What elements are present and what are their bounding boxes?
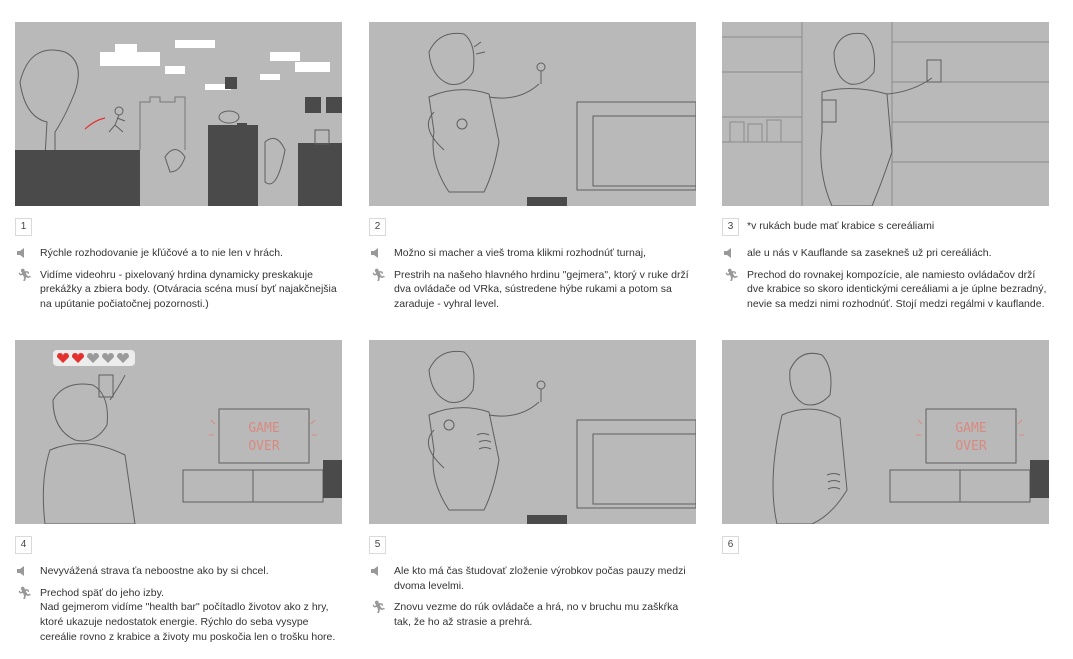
action-text: Prechod späť do jeho izby. Nad gejmerom vidíme "health bar" počítadlo životov ako z hry, ktoré ukazuje nedostatok energie. Rýchlo do seba vysype cereálie rovno z krabice a životy mu poskočia len o trošku hore. bbox=[40, 586, 336, 643]
panel-image-3 bbox=[722, 22, 1049, 206]
storyboard-frame-1 bbox=[15, 22, 342, 322]
running-person-icon: 🏃︎ bbox=[371, 600, 387, 615]
audio-text: Rýchle rozhodovanie je kľúčové a to nie len v hrách. bbox=[40, 247, 283, 259]
speaker-icon bbox=[371, 248, 382, 258]
action-line bbox=[369, 268, 696, 312]
storyboard-frame-3 bbox=[722, 22, 1049, 322]
frame-number: 3 bbox=[722, 218, 739, 236]
game-over-line-1: GAME bbox=[248, 421, 280, 436]
action-line bbox=[15, 268, 342, 312]
running-person-icon: 🏃︎ bbox=[17, 585, 33, 600]
audio-line bbox=[722, 246, 1049, 261]
game-over-line-2: OVER bbox=[955, 439, 987, 454]
storyboard-frame-5 bbox=[369, 340, 696, 659]
frame-number: 1 bbox=[15, 218, 32, 236]
panel-image-4 bbox=[15, 340, 342, 524]
audio-line bbox=[15, 564, 342, 579]
action-text: Znovu vezme do rúk ovládače a hrá, no v bruchu mu zaškŕka tak, že ho až strasie a prehrá. bbox=[394, 601, 679, 629]
storyboard-frame-2 bbox=[369, 22, 696, 322]
speaker-icon bbox=[17, 248, 28, 258]
frame-number: 2 bbox=[369, 218, 386, 236]
audio-line bbox=[369, 246, 696, 261]
action-text: Prestrih na našeho hlavného hrdinu "gejmera", ktorý v ruke drží dva ovládače od VRka, sústredene hýbe rukami a potom sa zaraduje - vyhral level. bbox=[394, 268, 689, 311]
frame-number: 4 bbox=[15, 536, 32, 554]
audio-line bbox=[15, 246, 342, 261]
frame-number: 6 bbox=[722, 536, 739, 554]
audio-text: Nevyvážená strava ťa neboostne ako by si chcel. bbox=[40, 565, 269, 577]
panel-image-2 bbox=[369, 22, 696, 206]
speaker-icon bbox=[17, 566, 28, 576]
audio-text: Možno si macher a vieš troma klikmi rozhodnúť turnaj, bbox=[394, 247, 646, 259]
audio-line bbox=[369, 564, 696, 593]
frame-number: 5 bbox=[369, 536, 386, 554]
game-over-line-2: OVER bbox=[248, 439, 280, 454]
action-line bbox=[15, 586, 342, 645]
audio-text: Ale kto má čas študovať zloženie výrobkov počas pauzy medzi dvoma levelmi. bbox=[394, 565, 686, 592]
running-person-icon: 🏃︎ bbox=[371, 267, 387, 282]
action-text: Prechod do rovnakej kompozície, ale namiesto ovládačov drží dve krabice so skoro identickými cereáliami a je úplne bezradný, nevie sa medzi nimi rozhodnúť. Stojí medzi regálmi v kauflande. bbox=[747, 268, 1047, 311]
storyboard-frame-4 bbox=[15, 340, 342, 659]
action-line bbox=[369, 600, 696, 629]
speaker-icon bbox=[724, 248, 735, 258]
game-over-line-1: GAME bbox=[955, 421, 987, 436]
running-person-icon: 🏃︎ bbox=[17, 267, 33, 282]
running-person-icon: 🏃︎ bbox=[724, 267, 740, 282]
speaker-icon bbox=[371, 566, 382, 576]
audio-text: ale u nás v Kauflande sa zasekneš už pri cereáliách. bbox=[747, 247, 992, 259]
panel-image-5 bbox=[369, 340, 696, 524]
action-text: Vidíme videohru - pixelovaný hrdina dynamicky preskakuje prekážky a zbiera body. (Otváracia scéna musí byť najakčnejšia na upútanie počiatočnej pozornosti.) bbox=[40, 268, 337, 311]
panel-image-6 bbox=[722, 340, 1049, 524]
frame-note: *v rukách bude mať krabice s cereáliami bbox=[747, 220, 935, 232]
action-line bbox=[722, 268, 1049, 312]
panel-image-1 bbox=[15, 22, 342, 206]
storyboard-frame-6 bbox=[722, 340, 1049, 659]
